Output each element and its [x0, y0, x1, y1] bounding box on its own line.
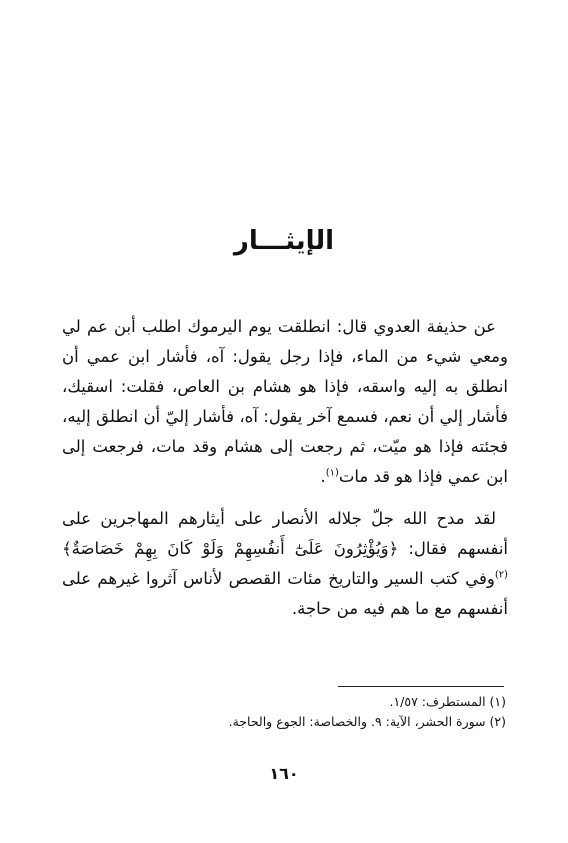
paragraph-2 — [62, 504, 508, 624]
footnote-2: (٢) سورة الحشر، الآية: ٩. والخصاصة: الجوع والحاجة. — [228, 714, 506, 729]
paragraph-1 — [62, 312, 508, 492]
paragraph-1-tail: . — [320, 467, 326, 486]
page-number: ١٦٠ — [269, 764, 299, 783]
footnote-separator — [338, 686, 504, 687]
footnote-1: (١) المستطرف: ١/٥٧. — [389, 694, 506, 709]
paragraph-1-text: عن حذيفة العدوي قال: انطلقت يوم اليرموك اطلب أبن عم لي ومعي شيء من الماء، فإذا رجل يقول: آه، فأشار ابن عمي أن انطلق به إليه واسقه، فإذا هو هشام بن العاص، فقلت: اسقيك، فأشار إلي أن نعم، فسمع آخر يقول: آه، فأشار إليّ أن انطلق إليه، فجئته فإذا هو ميّت، ثم رجعت إلى هشام وقد مات، فرجعت إلى ابن عمي فإذا هو قد مات — [62, 317, 508, 486]
footnotes — [62, 692, 506, 732]
main-text — [62, 312, 508, 636]
footnote-ref-2: (٢) — [494, 569, 508, 581]
chapter-title: الإيثـــار — [233, 226, 335, 256]
footnote-ref-1: (١) — [325, 467, 339, 479]
paragraph-2-text: لقد مدح الله جلّ جلاله الأنصار على أيثارهم المهاجرين على أنفسهم فقال: ﴿وَيُؤْثِرُونَ عَلَىٰٓ أَنفُسِهِمْ وَلَوْ كَانَ بِهِمْ خَصَاصَةٌ﴾ — [62, 509, 508, 558]
paragraph-2-tail: وفي كتب السير والتاريخ مئات القصص لأناس آثروا غيرهم على أنفسهم مع ما هم فيه من حاجة. — [62, 569, 508, 618]
